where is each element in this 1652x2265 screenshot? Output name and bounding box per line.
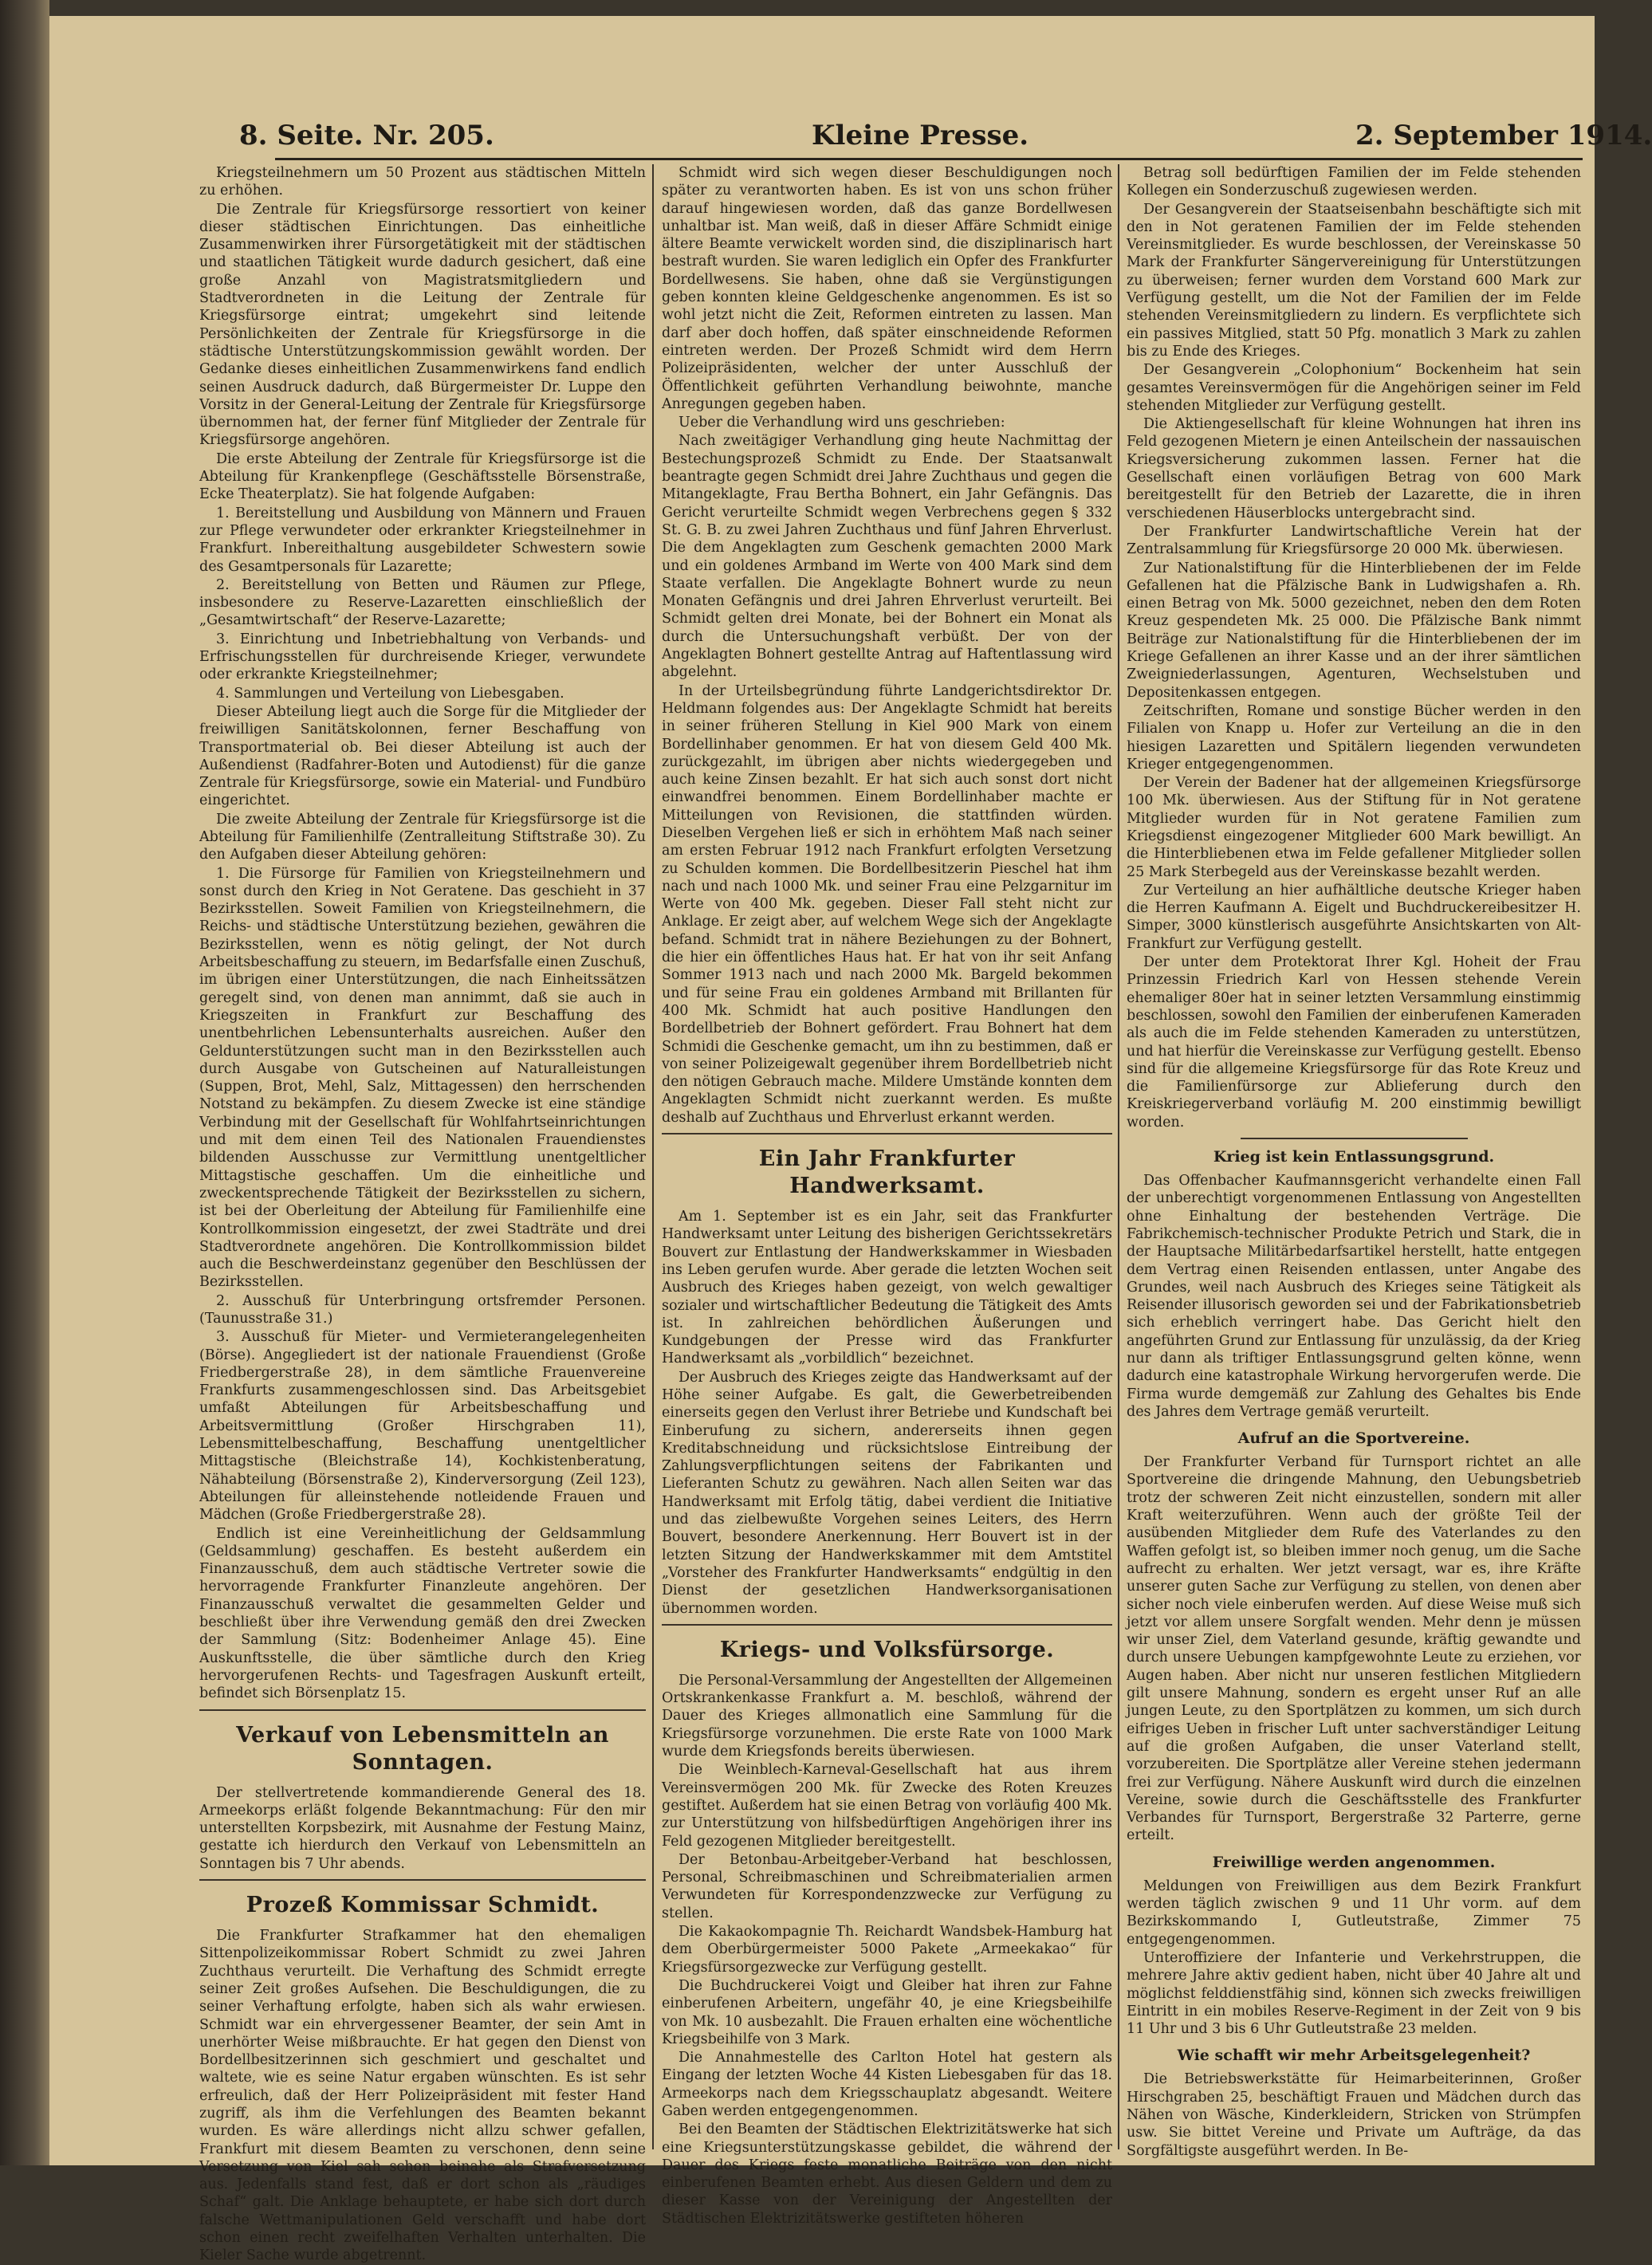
- article-paragraph: Der Frankfurter Landwirtschaftliche Verein hat der Zentralsammlung für Kriegsfürsorge 20 000 Mk. überwiesen.: [1127, 523, 1581, 558]
- article-separator: [662, 1133, 1112, 1134]
- column-divider: [652, 164, 654, 2149]
- article-paragraph: Der Ausbruch des Krieges zeigte das Handwerksamt auf der Höhe seiner Aufgabe. Es galt, die Gewerbetreibenden einerseits gegen den Verlust ihrer Betriebe und Kundschaft bei Einberufung zu sichern, andererseits ihnen gegen Kreditabschneidung und rücksichtslose Eintreibung der Zahlungsverpflichtungen seitens der Fabrikanten und Lieferanten Schutz zu gewähren. Nach allen Seiten war das Handwerksamt mit Erfolg tätig, dabei verdient die Initiative und das zielbewußte Vorgehen seines Leiters, des Herrn Bouvert, besondere Anerkennung. Herr Bouvert ist in der letzten Sitzung der Handwerkskammer mit dem Amtstitel „Vorsteher des Frankfurter Handwerksamts“ endgültig in den Dienst der gesetzlichen Handwerksorganisationen übernommen worden.: [662, 1369, 1112, 1617]
- article-paragraph: 1. Bereitstellung und Ausbildung von Männern und Frauen zur Pflege verwundeter oder erkrankter Kriegsteilnehmer in Frankfurt. Inbereithaltung ausgebildeter Schwestern sowie des Gesamtpersonals für Lazarette;: [199, 505, 646, 575]
- column-3: [1127, 164, 1581, 2159]
- article-paragraph: Unteroffiziere der Infanterie und Verkehrstruppen, die mehrere Jahre aktiv gedient haben, nicht über 40 Jahre alt und möglichst felddienstfähig sind, können sich zwecks freiwilligen Eintritt in ein mobiles Reserve-Regiment in der Zeit von 9 bis 11 Uhr und 3 bis 6 Uhr Gutleutstraße 23 melden.: [1127, 1949, 1581, 2038]
- book-binding: [0, 0, 49, 2165]
- article-paragraph: 2. Bereitstellung von Betten und Räumen zur Pflege, insbesondere zu Reserve-Lazaretten einschließlich der „Gesamtwirtschaft“ der Reserve-Lazarette;: [199, 576, 646, 629]
- article-separator: [199, 1879, 646, 1881]
- article-paragraph: Am 1. September ist es ein Jahr, seit das Frankfurter Handwerksamt unter Leitung des bisherigen Gerichtssekretärs Bouvert zur Entlastung der Handwerkskammer in Wiesbaden ins Leben gerufen wurde. Aber gerade die letzten Wochen seit Ausbruch des Krieges haben gezeigt, von welch gewaltiger sozialer und wirtschaftlicher Bedeutung die Tätigkeit des Amts ist. In zahlreichen behördlichen Äußerungen und Kundgebungen der Presse wird das Frankfurter Handwerksamt als „vorbildlich“ bezeichnet.: [662, 1209, 1112, 1367]
- article-paragraph: Der Gesangverein der Staatseisenbahn beschäftigte sich mit den in Not geratenen Familien der im Felde stehenden Vereinsmitglieder. Es wurde beschlossen, der Vereinskasse 50 Mark der Frankfurter Sängervereinigung für Unterstützungen zu überweisen; ferner wurden dem Vorstand 600 Mark zur Verfügung gestellt, um die Not der Familien der im Felde stehenden Vereinsmitgliedern zu lindern. Es verpflichtete sich ein passives Mitglied, statt 50 Pfg. monatlich 3 Mark zu zahlen bis zu Ende des Krieges.: [1127, 201, 1581, 360]
- article-paragraph: 4. Sammlungen und Verteilung von Liebesgaben.: [216, 685, 564, 702]
- headline-verkauf: Verkauf von Lebensmitteln an Sonntagen.: [236, 1722, 609, 1775]
- column-2: [662, 164, 1112, 2227]
- column-1: [199, 164, 646, 2264]
- article-paragraph: 1. Die Fürsorge für Familien von Kriegsteilnehmern und sonst durch den Krieg in Not Geratene. Das geschieht in 37 Bezirksstellen. Soweit Familien von Kriegsteilnehmern, die Reichs- und städtische Unterstützung beziehen, gewähren die Bezirksstellen, wenn es nötig gelingt, der Not durch Arbeitsbeschaffung zu steuern, im Bedarfsfalle einen Zuschuß, im übrigen einer Unterstützungen, die nach Einheitssätzen geregelt sind, von denen man annimmt, daß sie auch in Kriegszeiten in Frankfurt zur Beschaffung des unentbehrlichen Lebensunterhalts ausreichen. Außer den Geldunterstützungen sucht man in den Bezirksstellen auch durch Ausgabe von Gutscheinen auf Naturalleistungen (Suppen, Brot, Mehl, Salz, Mittagessen) den herrschenden Notstand zu bekämpfen. Zu diesem Zwecke ist eine ständige Verbindung mit der Gesellschaft für Wohlfahrtseinrichtungen und mit dem einen Teil des Nationalen Frauendienstes bildenden Ausschusse zur Vermittlung unentgeltlicher Mittagstische geschaffen. Um die einheitliche und zweckentsprechende Tätigkeit der Bezirksstellen zu sichern, ist bei der Oberleitung der Abteilung für Familienhilfe eine Kontrollkommission eingesetzt, der zwei Stadträte und drei Stadtverordnete angehören. Die Kontrollkommission bildet auch die Beschwerdeinstanz gegenüber den Beschlüssen der Bezirksstellen.: [199, 865, 646, 1291]
- article-paragraph: Die Personal-Versammlung der Angestellten der Allgemeinen Ortskrankenkasse Frankfurt a. M. beschloß, während der Dauer des Krieges allmonatlich eine Sammlung für die Kriegsfürsorge vorzunehmen. Die erste Rate von 1000 Mark wurde dem Kriegsfonds bereits überwiesen.: [662, 1672, 1112, 1760]
- article-paragraph: Ueber die Verhandlung wird uns geschrieben:: [678, 415, 1005, 431]
- article-paragraph: Schmidt wird sich wegen dieser Beschuldigungen noch später zu verantworten haben. Es ist von uns schon früher darauf hingewiesen worden, daß das ganze Bordellwesen unhaltbar ist. Man weiß, daß in dieser Affäre Schmidt einige ältere Beamte verwickelt worden sind, die disziplinarisch hart bestraft wurden. Sie waren lediglich ein Opfer des Frankfurter Bordellwesens. Sie haben, ohne daß sie Vergünstigungen geben konnten kleine Geldgeschenke angenommen. Es ist so wohl jetzt nicht die Zeit, Reformen eintreten zu lassen. Man darf aber doch hoffen, daß später einschneidende Reformen eintreten werden. Der Prozeß Schmidt wird dem Herrn Polizeipräsidenten, welcher der unter Ausschluß der Öffentlichkeit geführten Verhandlung beiwohnte, manche Anregungen gegeben haben.: [662, 165, 1112, 412]
- article-paragraph: Zeitschriften, Romane und sonstige Bücher werden in den Filialen von Knapp u. Hofer zur Verteilung an die in den hiesigen Lazaretten und Spitälern liegenden verwundeten Krieger entgegengenommen.: [1127, 702, 1581, 773]
- page-header: [239, 120, 1652, 167]
- page-number: 8. Seite. Nr. 205.: [239, 120, 494, 151]
- article-paragraph: Bei den Beamten der Städtischen Elektrizitätswerke hat sich eine Kriegsunterstützungskasse gebildet, die während der Dauer des Kriegs feste monatliche Beiträge von den nicht einberufenen Beamten erhebt. Aus diesen Geldern und dem zu dieser Kasse von der Vereinigung der Angestellten der Städtischen Elektrizitätswerke gestifteten höheren: [662, 2121, 1112, 2227]
- article-paragraph: Zur Nationalstiftung für die Hinterbliebenen der im Felde Gefallenen hat die Pfälzische Bank in Ludwigshafen a. Rh. einen Betrag von Mk. 5000 gezeichnet, neben den dem Roten Kreuz gespendeten Mk. 25 000. Die Pfälzische Bank nimmt Beiträge zur Nationalstiftung für die Hinterbliebenen der im Kriege Gefallenen an ihrer Kasse und an der ihrer sämtlichen Zweigniederlassungen, Agenturen, Wechselstuben und Depositenkassen entgegen.: [1127, 560, 1581, 701]
- header-rule: [275, 158, 1583, 160]
- article-paragraph: Zur Verteilung an hier aufhältliche deutsche Krieger haben die Herren Kaufmann A. Eigelt und Buchdruckereibesitzer H. Simper, 3000 künstlerisch ausgeführte Ansichtskarten von Alt-Frankfurt zur Verfügung gestellt.: [1127, 882, 1581, 952]
- article-paragraph: Dieser Abteilung liegt auch die Sorge für die Mitglieder der freiwilligen Sanitätskolonnen, ferner Beschaffung von Transportmaterial ob. Bei dieser Abteilung ist auch der Außendienst (Radfahrer-Boten und Autodienst) für die ganze Zentrale für Kriegsfürsorge, sowie ein Material- und Fundbüro eingerichtet.: [199, 703, 646, 809]
- headline-sportvereine: Aufruf an die Sportvereine.: [1237, 1429, 1470, 1448]
- newspaper-title: Kleine Presse.: [812, 120, 1029, 151]
- article-paragraph: Endlich ist eine Vereinheitlichung der Geldsammlung (Geldsammlung) geschaffen. Es besteht außerdem ein Finanzausschuß, dem auch städtische Vertreter sowie die hervorragende Frankfurter Finanzleute angehören. Der Finanzausschuß verwaltet die gesammelten Gelder und beschließt über ihre Verwendung gemäß den drei Zwecken der Sammlung (Sitz: Bodenheimer Anlage 45). Eine Auskunftsstelle, die über sämtliche durch den Krieg hervorgerufenen Rechts- und Tagesfragen Auskunft erteilt, befindet sich Börsenplatz 15.: [199, 1525, 646, 1702]
- article-paragraph: 3. Einrichtung und Inbetriebhaltung von Verbands- und Erfrischungsstellen für durchreisende Krieger, verwundete oder erkrankte Kriegsteilnehmer;: [199, 631, 646, 683]
- article-paragraph: Der Frankfurter Verband für Turnsport richtet an alle Sportvereine die dringende Mahnung, den Uebungsbetrieb trotz der schweren Zeit nicht einzustellen, sondern mit aller Kraft weiterzuführen. Wenn auch der größte Teil der ausübenden Mitglieder dem Rufe des Vaterlandes zu den Waffen gefolgt ist, so bleiben immer noch genug, um die Sache aufrecht zu erhalten. Wer jetzt versagt, war es, ihre Kräfte unserer guten Sache zur Verfügung zu stellen, von denen aber sicher noch viele einberufen werden. Auf diese Weise muß sich jetzt vor allem unsere Sorgfalt wenden. Mehr denn je müssen wir unser Ziel, dem Vaterland gesunde, kräftig gewandte und durch unsere Uebungen kampfgewohnte Leute zu erziehen, vor Augen haben. Aber nicht nur unseren festlichen Mitgliedern gilt unsere Mahnung, sondern es ergeht unser Ruf an alle jungen Leute, zu den Sportplätzen zu kommen, um sich durch eifriges Ueben in frischer Luft unter sachverständiger Leitung auf die großen Aufgaben, die unser Vaterland stellt, vorzubereiten. Die Sportplätze aller Vereine stehen jedermann frei zur Verfügung. Nähere Auskunft wird durch die einzelnen Vereine, sowie durch die Geschäftsstelle des Frankfurter Verbandes für Turnsport, Bergerstraße 32 Parterre, gerne erteilt.: [1127, 1454, 1581, 1844]
- article-separator: [1241, 1138, 1468, 1139]
- article-paragraph: Die Betriebswerkstätte für Heimarbeiterinnen, Großer Hirschgraben 25, beschäftigt Frauen und Mädchen durch das Nähen von Wäsche, Kinderkleidern, Stricken von Strümpfen usw. Sie bittet Vereine und Private um Aufträge, da das Sorgfältigste ausgeführt werden. In Be-: [1127, 2071, 1581, 2159]
- article-paragraph: Der Verein der Badener hat der allgemeinen Kriegsfürsorge 100 Mk. überwiesen. Aus der Stiftung für in Not geratene Mitglieder wurden für in Not geratene Familien zum Kriegsdienst eingezogener Mitglieder 600 Mark bewilligt. An die Hinterbliebenen etwa im Felde gefallener Mitglieder sollen 25 Mark Sterbegeld aus der Vereinskasse bezahlt werden.: [1127, 775, 1581, 880]
- article-paragraph: Die Weinblech-Karneval-Gesellschaft hat aus ihrem Vereinsvermögen 200 Mk. für Zwecke des Roten Kreuzes gestiftet. Außerdem hat sie einen Betrag von vorläufig 400 Mk. zur Unterstützung von hilfsbedürftigen Angehörigen ihrer ins Feld gezogenen Mitglieder bereitgestellt.: [662, 1762, 1112, 1850]
- headline-arbeitsgelegenheit: Wie schafft wir mehr Arbeitsgelegenheit?: [1177, 2047, 1531, 2065]
- article-paragraph: Der stellvertretende kommandierende General des 18. Armeekorps erläßt folgende Bekanntmachung: Für den mir unterstellten Korpsbezirk, mit Ausnahme der Festung Mainz, gestatte ich hierdurch den Verkauf von Lebensmitteln an Sonntagen bis 7 Uhr abends.: [199, 1784, 646, 1872]
- article-separator: [199, 1709, 646, 1711]
- article-paragraph: Die Aktiengesellschaft für kleine Wohnungen hat ihren ins Feld gezogenen Mietern je einen Anteilschein der nassauischen Kriegsversicherung zukommen lassen. Ferner hat die Gesellschaft einen vorläufigen Betrag von 600 Mark bereitgestellt für den Betrieb der Lazarette, die in ihren verschiedenen Häuserblocks untergebracht sind.: [1127, 416, 1581, 521]
- article-paragraph: Der Betonbau-Arbeitgeber-Verband hat beschlossen, Personal, Schreibmaschinen und Schreibmaterialien armen Verwundeten für Korrespondenzzwecke zur Verfügung zu stellen.: [662, 1851, 1112, 1921]
- article-paragraph: Nach zweitägiger Verhandlung ging heute Nachmittag der Bestechungsprozeß Schmidt zu Ende. Der Staatsanwalt beantragte gegen Schmidt drei Jahre Zuchthaus und gegen die Mitangeklagte, Frau Bertha Bohnert, ein Jahr Gefängnis. Das Gericht verurteilte Schmidt wegen Verbrechens gegen § 332 St. G. B. zu zwei Jahren Zuchthaus und fünf Jahren Ehrverlust. Die dem Angeklagten zum Geschenk gemachten 2000 Mark und ein goldenes Armband im Werte von 400 Mark sind dem Staate verfallen. Die Angeklagte Bohnert wurde zu neun Monaten Gefängnis und drei Jahren Ehrverlust verurteilt. Bei Schmidt gelten drei Monate, bei der Bohnert ein Monat als durch die Untersuchungshaft verbüßt. Der von der Angeklagten Bohnert gestellte Antrag auf Haftentlassung wird abgelehnt.: [662, 433, 1112, 681]
- article-paragraph: Die erste Abteilung der Zentrale für Kriegsfürsorge ist die Abteilung für Krankenpflege (Geschäftsstelle Börsenstraße, Ecke Theaterplatz). Sie hat folgende Aufgaben:: [199, 450, 646, 503]
- column-divider: [1118, 164, 1119, 2149]
- article-paragraph: Die Annahmestelle des Carlton Hotel hat gestern als Eingang der letzten Woche 44 Kisten Liebesgaben für das 18. Armeekorps nach dem Kriegsschauplatz abgesandt. Weitere Gaben werden entgegengenommen.: [662, 2050, 1112, 2119]
- article-paragraph: Kriegsteilnehmern um 50 Prozent aus städtischen Mitteln zu erhöhen.: [199, 165, 646, 199]
- article-paragraph: 2. Ausschuß für Unterbringung ortsfremder Personen. (Taunusstraße 31.): [199, 1292, 646, 1327]
- headline-handwerksamt: Ein Jahr Frankfurter Handwerksamt.: [758, 1146, 1016, 1199]
- article-paragraph: 3. Ausschuß für Mieter- und Vermieterangelegenheiten (Börse). Angegliedert ist der nationale Frauendienst (Große Friedbergerstraße 28), in dem sämtliche Frauenvereine Frankfurts zusammengeschlossen sind. Das Arbeitsgebiet umfaßt Abteilungen für Arbeitsbeschaffung und Arbeitsvermittlung (Großer Hirschgraben 11), Lebensmittelbeschaffung, Beschaffung unentgeltlicher Mittagstische (Bleichstraße 14), Kochkistenberatung, Nähabteilung (Börsenstraße 2), Kinderversorgung (Zeil 123), Abteilungen für alleinstehende notleidende Frauen und Mädchen (Große Friedbergerstraße 28).: [199, 1329, 646, 1524]
- article-paragraph: Die Frankfurter Strafkammer hat den ehemaligen Sittenpolizeikommissar Robert Schmidt zu zwei Jahren Zuchthaus verurteilt. Die Verhaftung des Schmidt erregte seiner Zeit großes Aufsehen. Die Beschuldigungen, die zu seiner Verhaftung erfolgte, haben sich als wahr erwiesen. Schmidt war ein ehrvergessener Beamter, der sein Amt in unerhörter Weise mißbrauchte. Er hat gegen den Dienst von Bordellbesitzerinnen sich geschmiert und geschaltet und waltete, wie es seine Natur ergaben wünschten. Es ist sehr erfreulich, daß der Herr Polizeipräsident mit fester Hand zugriff, als ihm die Verfehlungen des Beamten bekannt wurden. Es wäre allerdings nicht allzu schwer gefallen, Frankfurt mit diesem Beamten zu verschonen, denn seine Versetzung von Kiel sah schon beinahe als Strafversetzung aus. Jedenfalls stand fest, daß er dort schon als „räudiges Schaf“ galt. Die Anklage behauptete, er habe sich dort durch falsche Wettmanipulationen Geld verschafft und habe dort schon einen recht zweifelhaften Verhalten unterhalten. Die Kieler Sache wurde abgetrennt.: [199, 1928, 646, 2264]
- headline-freiwillige: Freiwillige werden angenommen.: [1212, 1853, 1496, 1871]
- article-paragraph: Die Zentrale für Kriegsfürsorge ressortiert von keiner dieser städtischen Einrichtungen. Das einheitliche Zusammenwirken ihrer Fürsorgetätigkeit mit der städtischen und staatlichen Tätigkeit wurde dadurch gesichert, daß eine große Anzahl von Magistratsmitgliedern und Stadtverordneten in die Leitung der Zentrale für Kriegsfürsorge eintrat; umgekehrt sind leitende Persönlichkeiten der Zentrale für Kriegsfürsorge in die städtische Unterstützungskommission gewählt worden. Der Gedanke dieses einheitlichen Zusammenwirkens fand endlich seinen Ausdruck dadurch, daß Bürgermeister Dr. Luppe den Vorsitz in der General-Leitung der Zentrale für Kriegsfürsorge übernommen hat, der ferner fünf Mitglieder der Zentrale für Kriegsfürsorge angehören.: [199, 201, 646, 449]
- article-paragraph: Der Gesangverein „Colophonium“ Bockenheim hat sein gesamtes Vereinsvermögen für die Angehörigen seiner im Feld stehenden Mitglieder zur Verfügung gestellt.: [1127, 362, 1581, 414]
- headline-prozess: Prozeß Kommissar Schmidt.: [246, 1893, 600, 1918]
- article-paragraph: In der Urteilsbegründung führte Landgerichtsdirektor Dr. Heldmann folgendes aus: Der Angeklagte Schmidt hat bereits in seiner früheren Stellung in Kiel 900 Mark von einem Bordellinhaber genommen. Er hat von diesem Geld 400 Mk. zurückgezahlt, im übrigen aber nichts wiedergegeben und auch keine Zinsen bezahlt. Er hat sich auch sonst dort nicht einwandfrei benommen. Einem Bordellinhaber machte er Mitteilungen von Revisionen, die stattfinden würden. Dieselben Vergehen ließ er sich in erhöhtem Maß nach seiner am ersten Februar 1912 nach Frankfurt erfolgten Versetzung zu Schulden kommen. Die Bordellbesitzerin Pieschel hat ihm nach und nach 1000 Mk. und seiner Frau eine Pelzgarnitur im Werte von 400 Mk. gegeben. Dieser Fall steht nicht zur Anklage. Er zeigt aber, auf welchem Wege sich der Angeklagte befand. Schmidt trat in nähere Beziehungen zu der Bohnert, die hier ein öffentliches Haus hat. Er hat von ihr seit Anfang Sommer 1913 nach und nach 2000 Mk. Bargeld bekommen und für seine Frau ein goldenes Armband mit Brillanten für 400 Mk. Schmidt hat auch positive Handlungen den Bordellbetrieb der Bohnert gefördert. Frau Bohnert hat dem Schmidi die Geschenke gemacht, um ihn zu bestimmen, daß er von seiner Polizeigewalt gegenüber ihrem Bordellbetrieb nicht den nötigen Gebrauch mache. Mildere Umstände konnten dem Angeklagten Schmidt nicht zuerkannt werden. Es mußte deshalb auf Zuchthaus und Ehrverlust erkannt werden.: [662, 682, 1112, 1126]
- issue-date: 2. September 1914.: [1355, 120, 1652, 151]
- article-separator: [662, 1624, 1112, 1626]
- article-paragraph: Die Buchdruckerei Voigt und Gleiber hat ihren zur Fahne einberufenen Arbeitern, ungefähr 40, je eine Kriegsbeihilfe von Mk. 10 ausbezahlt. Die Frauen erhalten eine wöchentliche Kriegsbeihilfe von 3 Mark.: [662, 1977, 1112, 2047]
- article-paragraph: Das Offenbacher Kaufmannsgericht verhandelte einen Fall der unberechtigt vorgenommenen Entlassung von Angestellten ohne Einhaltung der bestehenden Verträge. Die Fabrikchemisch-technischer Produkte Petrich und Stark, die in der Hauptsache Militärbedarfsartikel herstellt, hatte entgegen dem Vertrag einen Reisenden entlassen, unter Angabe des Grundes, weil nach Ausbruch des Krieges seine Tätigkeit als Reisender illusorisch geworden sei und der Fabrikationsbetrieb sich erheblich verringert habe. Das Gericht hielt den angeführten Grund zur Entlassung für unzulässig, da der Krieg nur dann als triftiger Entlassungsgrund gelten könne, wenn dadurch eine katastrophale Wirkung hervorgerufen werde. Die Firma wurde demgemäß zur Zahlung des Gehaltes bis Ende des Jahres dem Vertrage gemäß verurteilt.: [1127, 1173, 1581, 1420]
- headline-kriegsfuersorge: Kriegs- und Volksfürsorge.: [719, 1637, 1055, 1662]
- article-paragraph: Betrag soll bedürftigen Familien der im Felde stehenden Kollegen ein Sonderzuschuß zugewiesen werden.: [1127, 165, 1581, 199]
- article-paragraph: Die Kakaokompagnie Th. Reichardt Wandsbek-Hamburg hat dem Oberbürgermeister 5000 Pakete „Armeekakao“ für Kriegsfürsorgezwecke zur Verfügung gestellt.: [662, 1924, 1112, 1976]
- article-paragraph: Die zweite Abteilung der Zentrale für Kriegsfürsorge ist die Abteilung für Familienhilfe (Zentralleitung Stiftstraße 30). Zu den Aufgaben dieser Abteilung gehören:: [199, 811, 646, 863]
- headline-entlassung: Krieg ist kein Entlassungsgrund.: [1213, 1148, 1495, 1166]
- article-paragraph: Der unter dem Protektorat Ihrer Kgl. Hoheit der Frau Prinzessin Friedrich Karl von Hessen stehende Verein ehemaliger 80er hat in seiner letzten Versammlung einstimmig beschlossen, sowohl den Familien der einberufenen Kameraden als auch die im Felde stehenden Kameraden zu unterstützen, und hat hierfür die Vereinskasse zur Verfügung gestellt. Ebenso sind für die allgemeine Kriegsfürsorge für das Rote Kreuz und die Familienfürsorge zur Ablieferung durch den Kreiskriegerverband vorläufig M. 200 einstimmig bewilligt worden.: [1127, 954, 1581, 1131]
- article-paragraph: Meldungen von Freiwilligen aus dem Bezirk Frankfurt werden täglich zwischen 9 und 11 Uhr vorm. auf dem Bezirkskommando I, Gutleutstraße, Zimmer 75 entgegengenommen.: [1127, 1878, 1581, 1948]
